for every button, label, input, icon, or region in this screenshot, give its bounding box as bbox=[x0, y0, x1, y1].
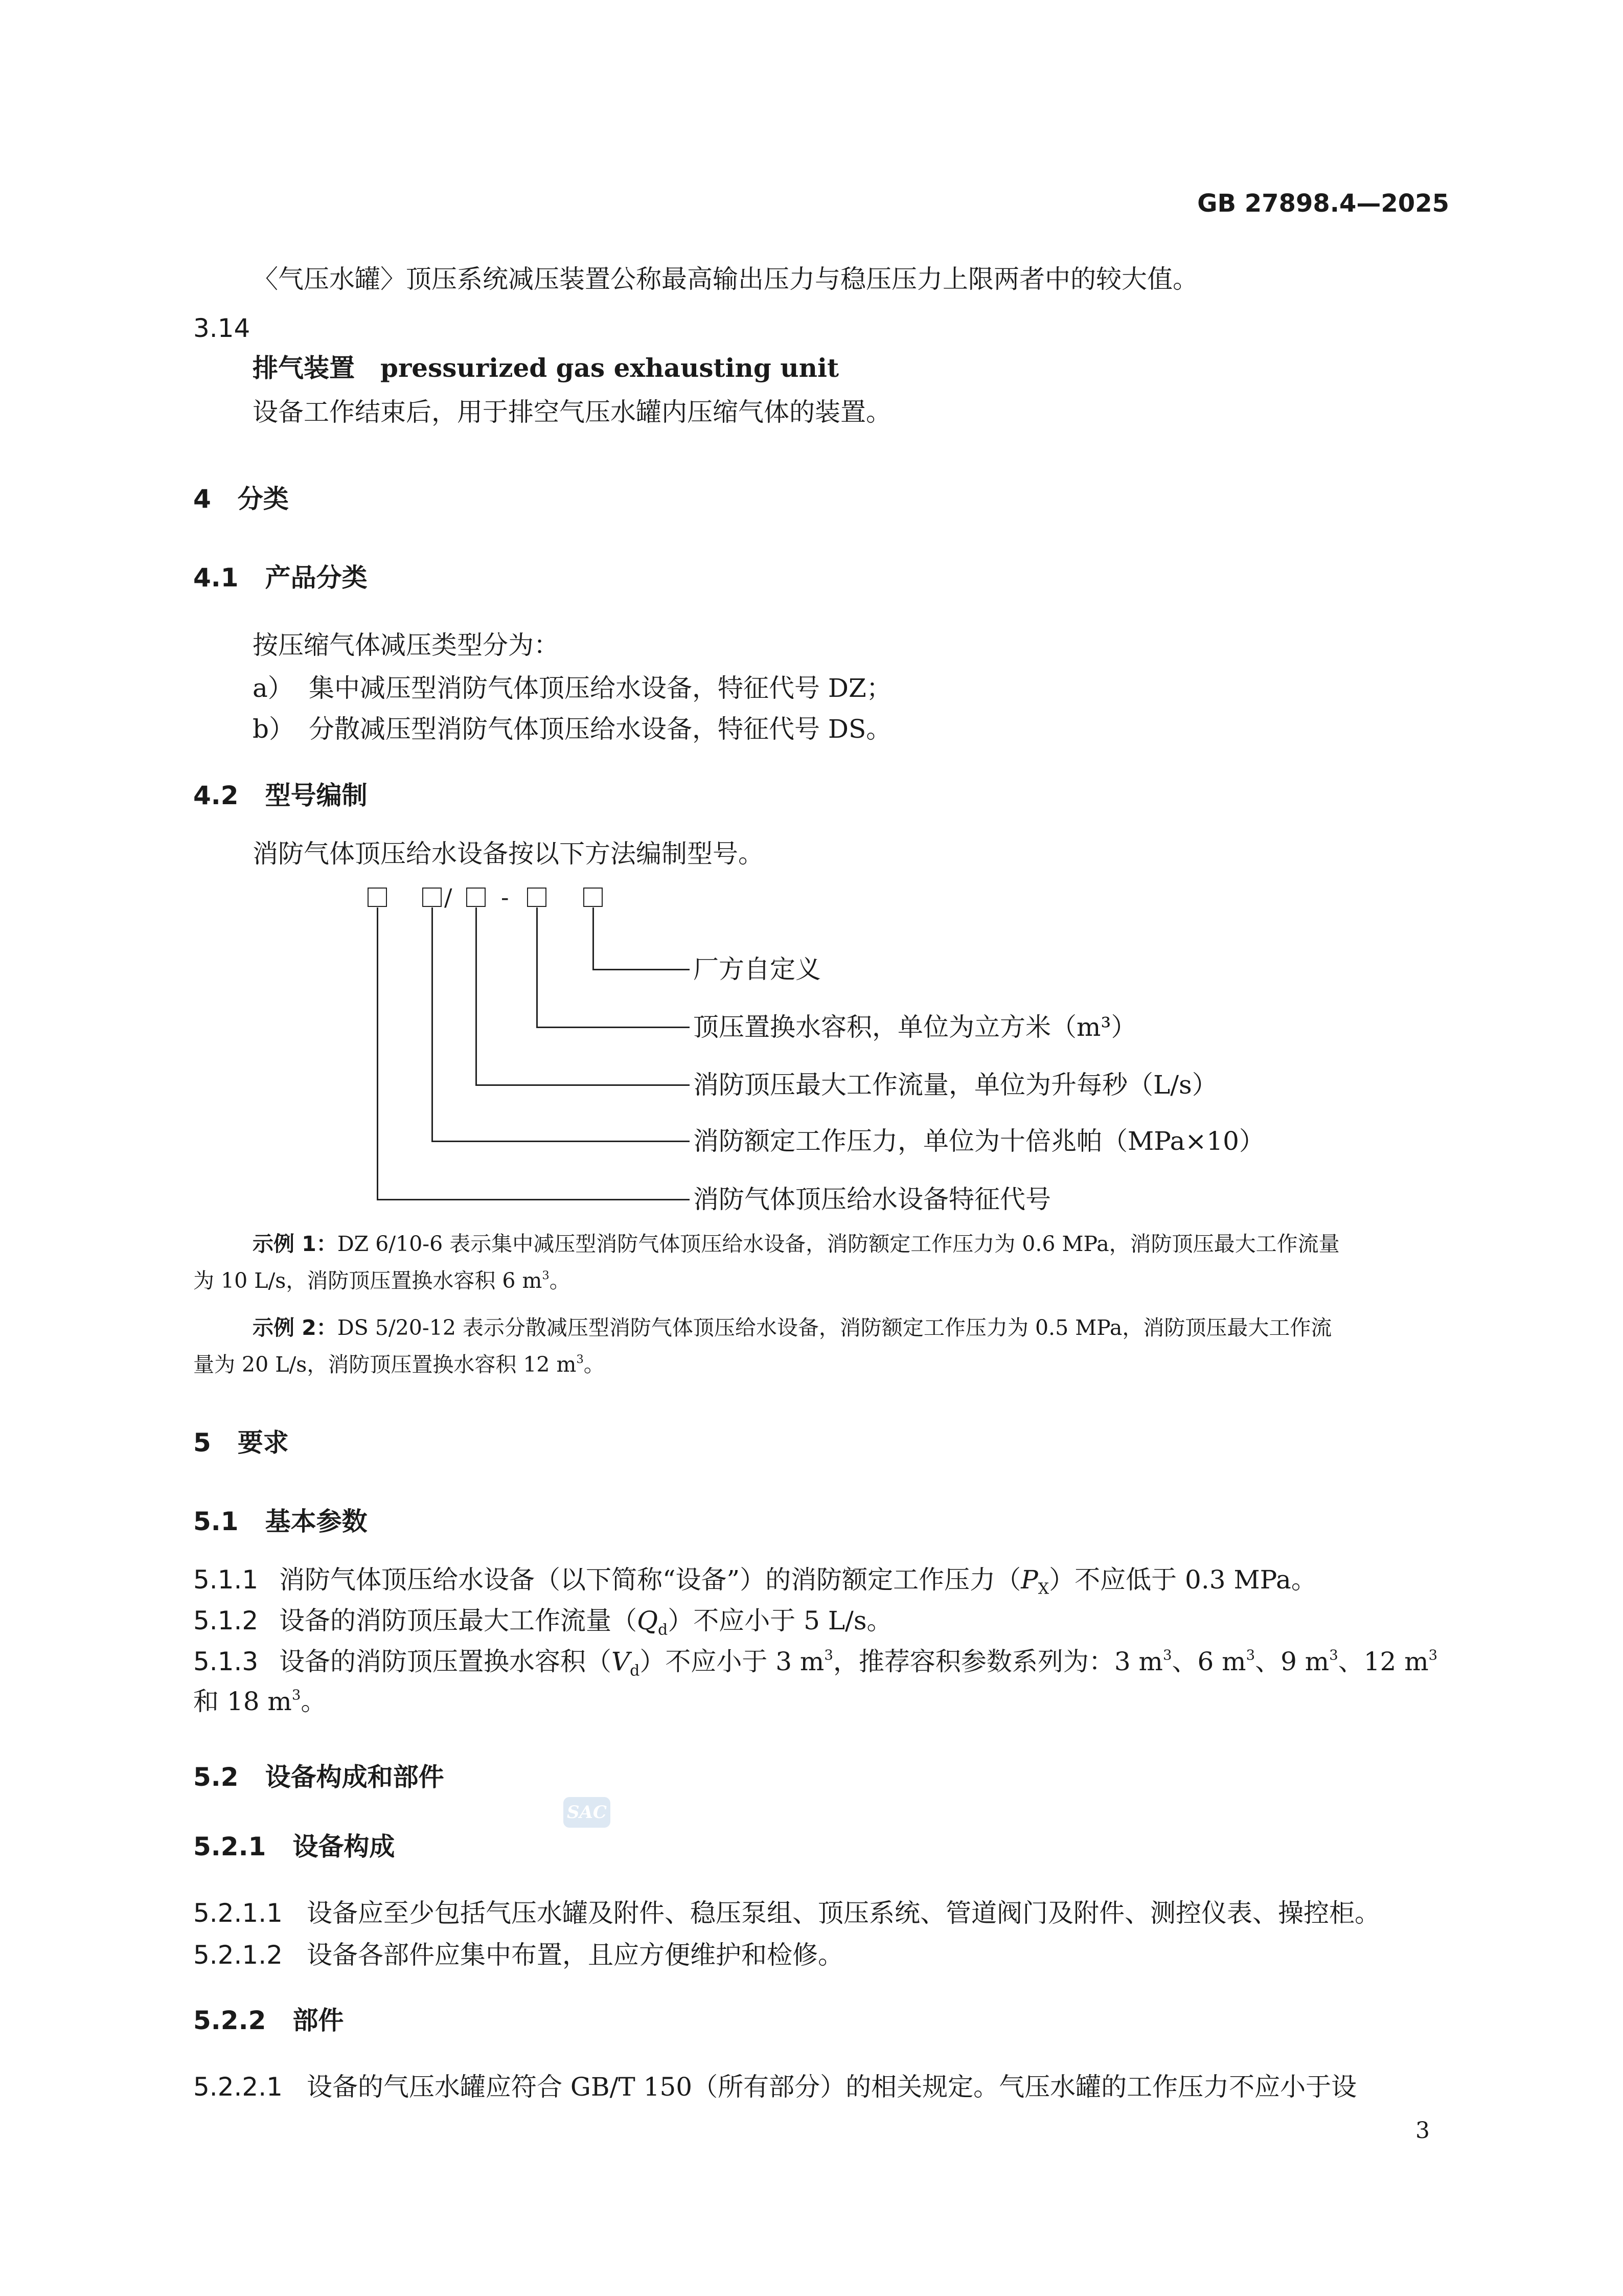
clause-number: 5.2.1.2 bbox=[193, 1940, 283, 1970]
list-text: 集中减压型消防气体顶压给水设备，特征代号 DZ； bbox=[309, 673, 892, 703]
variable: Q bbox=[637, 1606, 658, 1635]
section-5-2-2-heading bbox=[193, 2005, 344, 2036]
section-title: 基本参数 bbox=[265, 1507, 368, 1536]
page-number: 3 bbox=[1415, 2118, 1430, 2144]
classification-intro: 按压缩气体减压类型分为： bbox=[253, 630, 559, 660]
leader-line bbox=[431, 1141, 690, 1142]
section-5-heading bbox=[193, 1427, 289, 1458]
clause-number: 5.1.1 bbox=[193, 1565, 259, 1595]
clause-number: 5.1.3 bbox=[193, 1647, 259, 1676]
example-text: DZ 6/10-6 表示集中减压型消防气体顶压给水设备，消防额定工作压力为 0.6 MPa，消防顶压最大工作流量 bbox=[337, 1232, 1340, 1256]
section-title: 分类 bbox=[237, 484, 289, 514]
code-box-5 bbox=[583, 888, 603, 907]
superscript: 3 bbox=[1428, 1647, 1438, 1664]
example-2-cont bbox=[193, 1352, 605, 1377]
clause-text: 、6 m bbox=[1172, 1647, 1246, 1676]
clause-text: ，推荐容积参数系列为：3 m bbox=[833, 1647, 1163, 1676]
superscript: 3 bbox=[1329, 1647, 1338, 1664]
section-5-1-heading bbox=[193, 1506, 368, 1537]
section-number: 5 bbox=[193, 1428, 211, 1458]
code-box-2 bbox=[422, 888, 442, 907]
example-text: 。 bbox=[549, 1268, 570, 1293]
superscript: 3 bbox=[1162, 1647, 1172, 1664]
section-title: 型号编制 bbox=[265, 781, 368, 810]
leader-line bbox=[592, 969, 690, 970]
model-intro: 消防气体顶压给水设备按以下方法编制型号。 bbox=[253, 839, 764, 869]
section-title: 设备构成 bbox=[292, 1832, 395, 1861]
leader-line bbox=[431, 907, 433, 1142]
section-title: 要求 bbox=[237, 1428, 289, 1458]
superscript: 3 bbox=[542, 1269, 550, 1283]
code-box-1 bbox=[368, 888, 387, 907]
superscript: 3 bbox=[1246, 1647, 1255, 1664]
section-number: 5.2.1 bbox=[193, 1832, 266, 1861]
section-number: 4.1 bbox=[193, 563, 239, 593]
clause-text: 设备的气压水罐应符合 GB/T 150（所有部分）的相关规定。气压水罐的工作压力不应小于设 bbox=[307, 2072, 1357, 2102]
diagram-label: 消防额定工作压力，单位为十倍兆帕（MPa×10） bbox=[693, 1126, 1265, 1156]
section-5-2-heading bbox=[193, 1762, 444, 1792]
variable: P bbox=[1021, 1565, 1038, 1595]
section-4-1-heading bbox=[193, 562, 368, 593]
list-marker: b） bbox=[253, 714, 295, 744]
clause-5-1-2 bbox=[193, 1605, 893, 1639]
leader-line bbox=[592, 907, 594, 970]
clause-text: 设备的消防顶压最大工作流量（ bbox=[279, 1606, 637, 1635]
section-4-heading bbox=[193, 484, 289, 514]
leader-line bbox=[377, 1199, 690, 1200]
clause-text: ）不应小于 3 m bbox=[639, 1647, 825, 1676]
list-marker: a） bbox=[253, 673, 293, 703]
clause-5-2-1-1 bbox=[193, 1898, 1380, 1928]
section-number: 5.2 bbox=[193, 1762, 239, 1792]
section-4-2-heading bbox=[193, 780, 368, 811]
term-cn: 排气装置 bbox=[253, 353, 355, 383]
section-number: 5.2.2 bbox=[193, 2006, 266, 2035]
diagram-label: 消防顶压最大工作流量，单位为升每秒（L/s） bbox=[693, 1070, 1218, 1100]
subscript: d bbox=[630, 1662, 640, 1680]
section-number: 4 bbox=[193, 484, 211, 514]
subscript: d bbox=[658, 1621, 668, 1639]
leader-line bbox=[475, 907, 477, 1085]
clause-text: 设备应至少包括气压水罐及附件、稳压泵组、顶压系统、管道阀门及附件、测控仪表、操控柜。 bbox=[307, 1898, 1380, 1928]
clause-number: 5.2.1.1 bbox=[193, 1898, 283, 1928]
example-text: 量为 20 L/s，消防顶压置换水容积 12 m bbox=[193, 1352, 577, 1377]
dash-separator: - bbox=[501, 883, 509, 911]
code-box-3 bbox=[466, 888, 486, 907]
section-number: 4.2 bbox=[193, 781, 239, 810]
variable: V bbox=[611, 1647, 630, 1676]
section-title: 部件 bbox=[292, 2006, 344, 2035]
list-item bbox=[253, 714, 891, 744]
term-definition: 设备工作结束后，用于排空气压水罐内压缩气体的装置。 bbox=[253, 397, 891, 427]
clause-number: 5.2.2.1 bbox=[193, 2072, 283, 2102]
example-text: 为 10 L/s，消防顶压置换水容积 6 m bbox=[193, 1268, 542, 1293]
clause-text: 。 bbox=[301, 1687, 327, 1716]
diagram-label: 消防气体顶压给水设备特征代号 bbox=[693, 1185, 1051, 1214]
section-title: 产品分类 bbox=[265, 563, 368, 593]
example-1-cont bbox=[193, 1268, 570, 1293]
continuation-text: 〈气压水罐〉顶压系统减压装置公称最高输出压力与稳压压力上限两者中的较大值。 bbox=[253, 264, 1198, 294]
clause-text: 消防气体顶压给水设备（以下简称“设备”）的消防额定工作压力（ bbox=[279, 1565, 1021, 1595]
clause-number: 5.1.2 bbox=[193, 1606, 259, 1635]
superscript: 3 bbox=[291, 1687, 301, 1703]
clause-text: 设备的消防顶压置换水容积（ bbox=[279, 1647, 611, 1676]
leader-line bbox=[377, 907, 378, 1200]
clause-text: 设备各部件应集中布置，且应方便维护和检修。 bbox=[307, 1940, 843, 1970]
clause-text: ）不应小于 5 L/s。 bbox=[668, 1606, 893, 1635]
clause-text: 、9 m bbox=[1255, 1647, 1330, 1676]
slash-separator: / bbox=[444, 883, 452, 911]
section-number: 5.1 bbox=[193, 1507, 239, 1536]
section-title: 设备构成和部件 bbox=[265, 1762, 444, 1792]
clause-text: 、12 m bbox=[1338, 1647, 1429, 1676]
clause-text: 和 18 m bbox=[193, 1687, 292, 1716]
list-item bbox=[253, 673, 892, 703]
superscript: 3 bbox=[824, 1647, 833, 1664]
standard-id: GB 27898.4—2025 bbox=[1197, 189, 1449, 218]
leader-line bbox=[536, 907, 538, 1028]
code-box-4 bbox=[527, 888, 546, 907]
example-2 bbox=[253, 1315, 1332, 1340]
sac-watermark-logo: SAC bbox=[563, 1797, 610, 1828]
clause-5-1-3 bbox=[193, 1646, 1438, 1680]
section-5-2-1-heading bbox=[193, 1831, 395, 1862]
list-text: 分散减压型消防气体顶压给水设备，特征代号 DS。 bbox=[309, 714, 892, 744]
example-text: DS 5/20-12 表示分散减压型消防气体顶压给水设备，消防额定工作压力为 0.5 MPa，消防顶压最大工作流 bbox=[337, 1315, 1332, 1340]
example-1 bbox=[253, 1231, 1340, 1257]
clause-5-1-3-cont bbox=[193, 1686, 326, 1717]
clause-text: ）不应低于 0.3 MPa。 bbox=[1049, 1565, 1317, 1595]
clause-5-2-2-1 bbox=[193, 2072, 1357, 2102]
subscript: X bbox=[1038, 1580, 1049, 1598]
diagram-label: 顶压置换水容积，单位为立方米（m³） bbox=[693, 1012, 1137, 1042]
term-entry bbox=[253, 353, 839, 383]
clause-5-2-1-2 bbox=[193, 1940, 843, 1970]
example-label: 示例 1： bbox=[253, 1232, 337, 1256]
clause-number-3-14: 3.14 bbox=[193, 313, 250, 343]
term-en: pressurized gas exhausting unit bbox=[380, 353, 839, 383]
leader-line bbox=[536, 1027, 690, 1028]
superscript: 3 bbox=[576, 1353, 584, 1367]
diagram-label: 厂方自定义 bbox=[693, 954, 821, 984]
leader-line bbox=[475, 1084, 690, 1086]
example-label: 示例 2： bbox=[253, 1315, 337, 1340]
clause-5-1-1 bbox=[193, 1564, 1317, 1598]
example-text: 。 bbox=[583, 1352, 605, 1377]
